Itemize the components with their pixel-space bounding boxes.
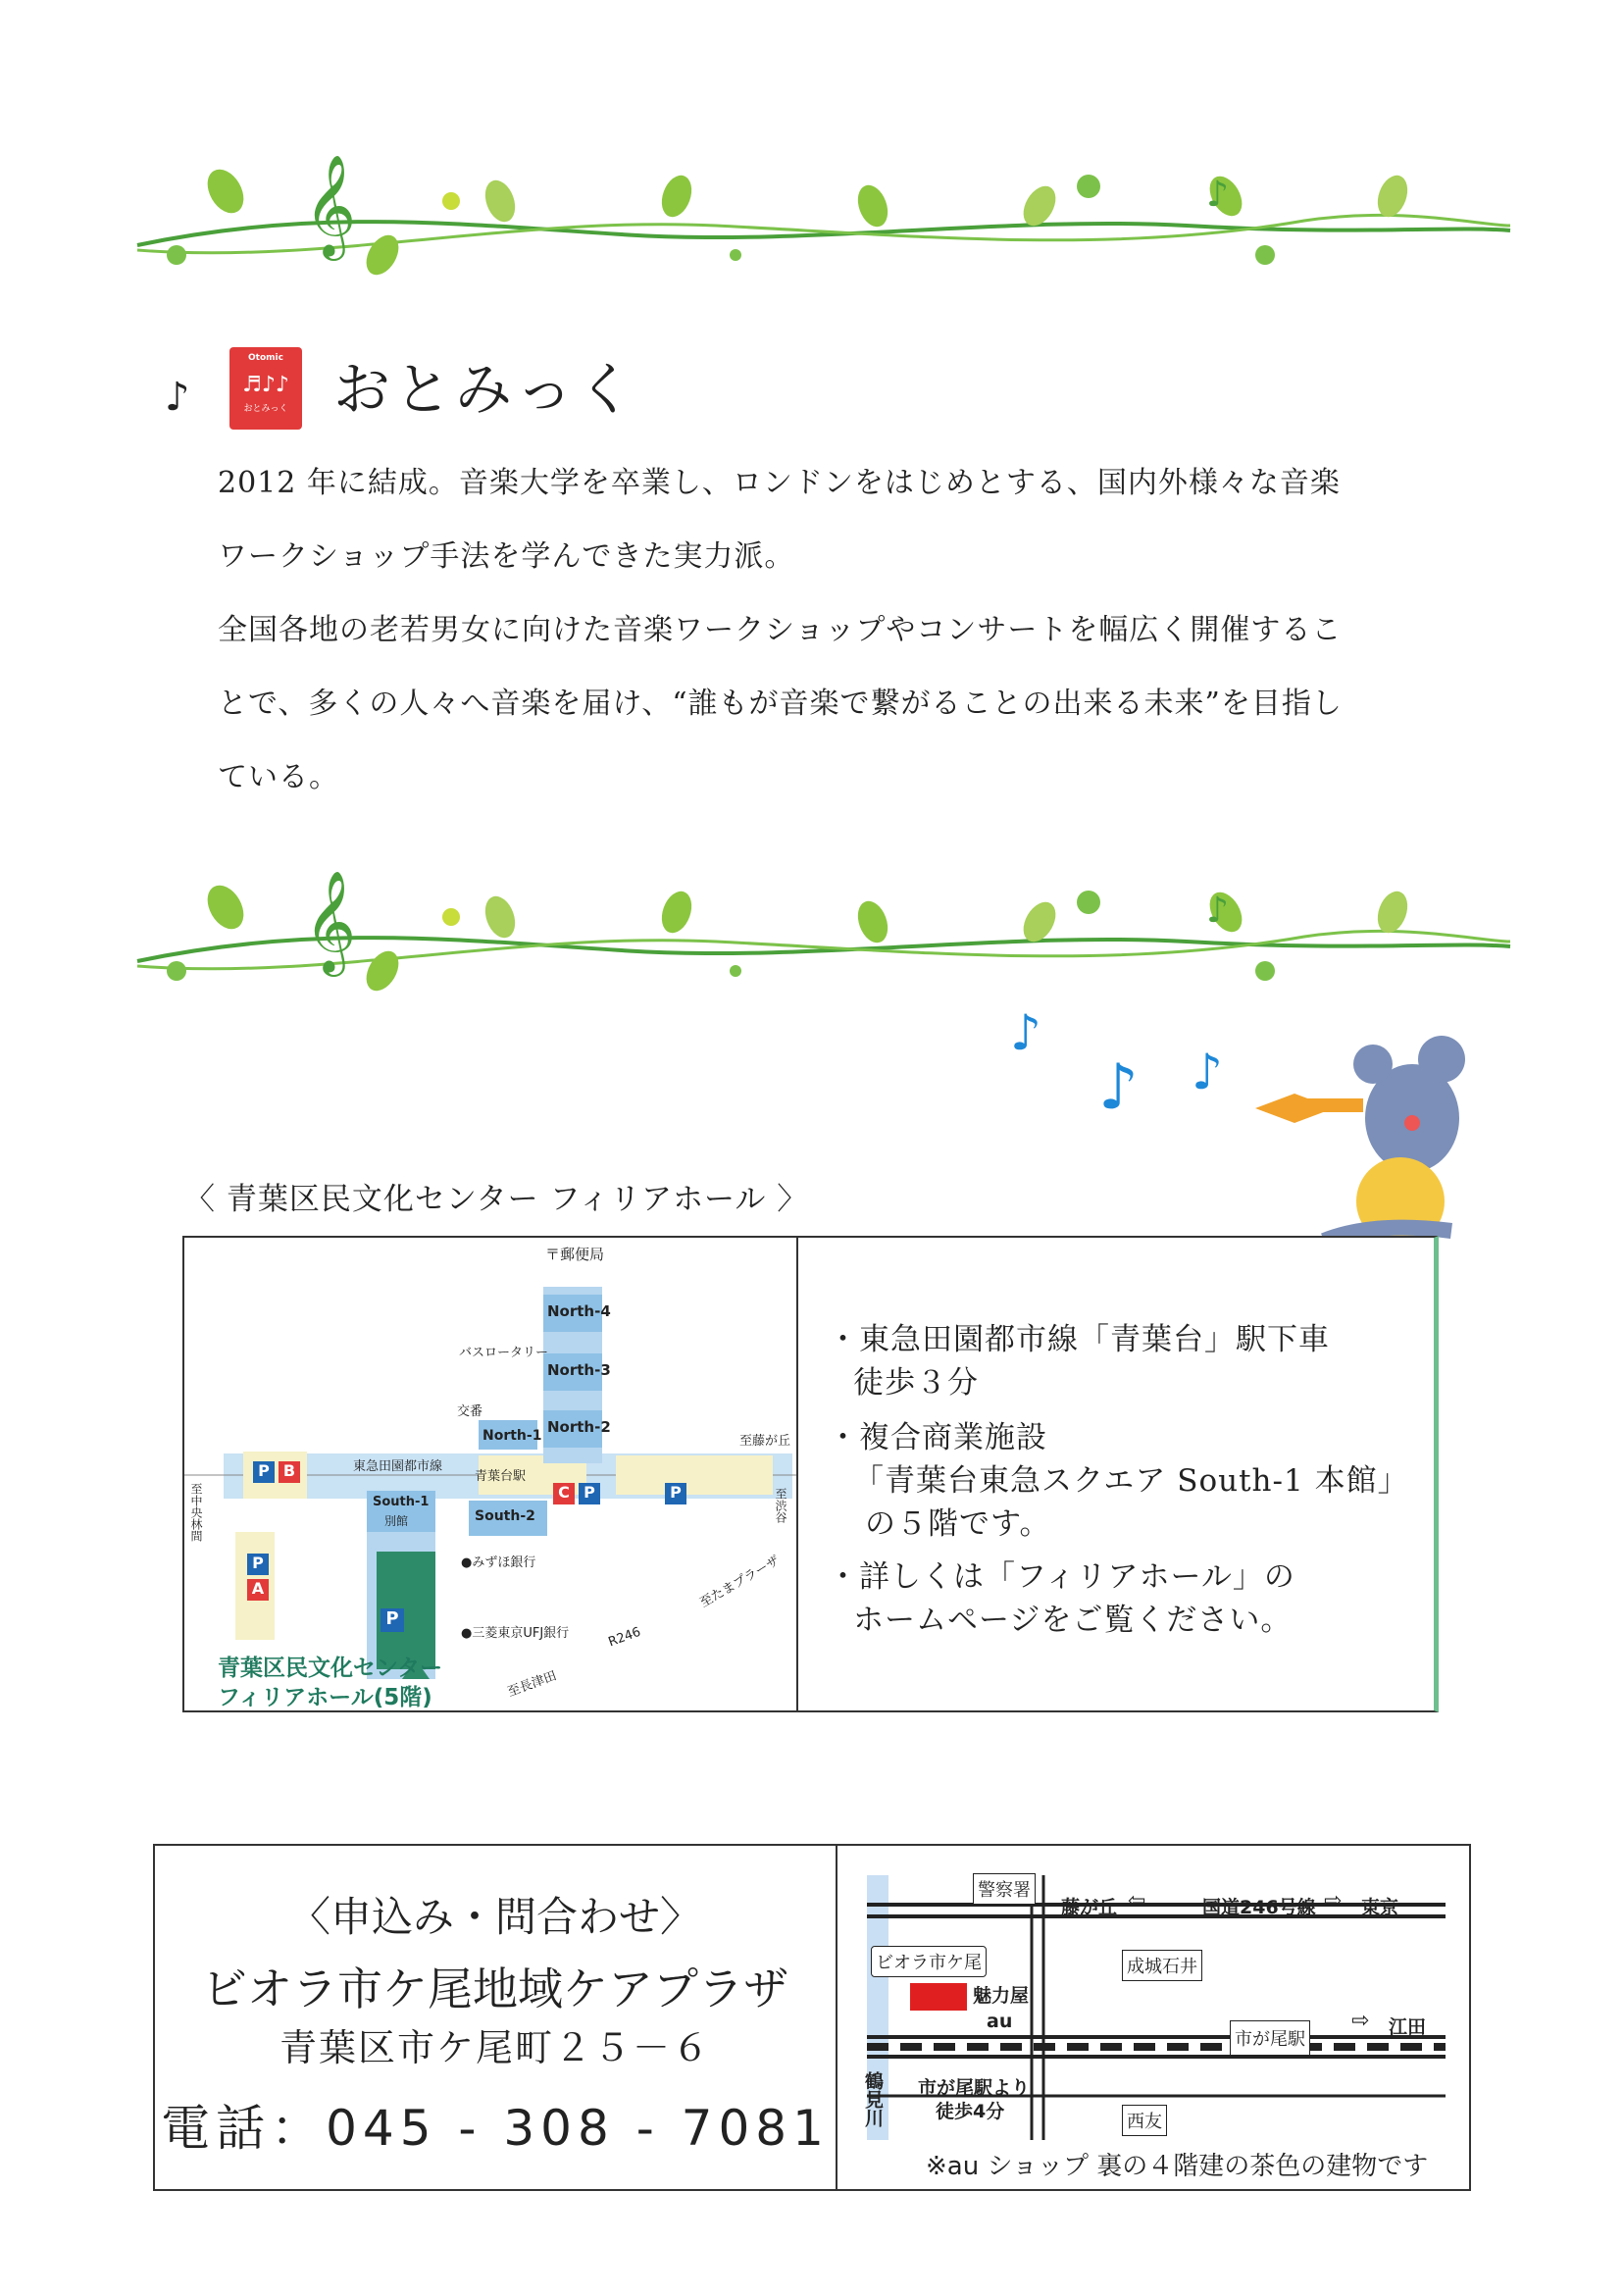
contact-org: ビオラ市ケ尾地域ケアプラザ xyxy=(202,1963,788,2015)
intro-line: とで、多くの人々へ音楽を届け、“誰もが音楽で繋がることの出来る未来”を目指し xyxy=(218,687,1343,721)
arrow-right-icon: ⇨ xyxy=(1324,1889,1343,1913)
contact-box xyxy=(153,1844,1471,2191)
arrow-left-icon: ⇦ xyxy=(1128,1889,1146,1913)
arrow-right-icon: ⇨ xyxy=(1351,2009,1370,2033)
intro-line: 2012 年に結成。音楽大学を卒業し、ロンドンをはじめとする、国内外様々な音楽 xyxy=(218,466,1341,500)
svg-text:♪: ♪ xyxy=(1192,1044,1223,1100)
contact-address: 青葉区市ケ尾町２５－６ xyxy=(279,2026,711,2069)
svg-text:♪: ♪ xyxy=(1098,1051,1139,1124)
svg-text:𝄞: 𝄞 xyxy=(304,154,357,257)
music-note-icon: ♪ xyxy=(165,375,190,420)
svg-text:♪: ♪ xyxy=(1206,175,1229,215)
svg-text:𝄞: 𝄞 xyxy=(304,870,357,973)
svg-text:♪: ♪ xyxy=(1010,1004,1041,1061)
access-map: 警察署 藤が丘 ⇦ 国道246号線 ⇨ 東京 ビオラ市ケ尾 成城石井 魅力屋 au 市が尾駅 ⇨ 江田 鶴見川 市が尾駅より 徒歩4分 西友 ※au ショップ 裏の４階建の茶色の建物です xyxy=(837,1846,1469,2189)
contact-phone: 電話：045 - 308 - 7081 xyxy=(161,2100,830,2157)
access-note: ※au ショップ 裏の４階建の茶色の建物です xyxy=(926,2152,1429,2181)
venue-map: 〒郵便局 North-4 North-3 North-2 North-1 バスロータリー 交番 東急田園都市線 青葉台駅 至藤が丘 至渋谷 至中央林間 South-1 別館 South-2 ●みずほ銀行 ●三菱東京UFJ銀行 至たまプラーザ R246 至長津田 青葉区民文化センター フィリアホール(5階) P B P A C P P P xyxy=(182,1236,800,1712)
vine-decoration-top xyxy=(127,127,1520,304)
group-name: おとみっく xyxy=(333,356,638,423)
intro-line: 全国各地の老若男女に向けた音楽ワークショップやコンサートを幅広く開催するこ xyxy=(218,613,1343,647)
contact-heading: 〈申込み・問合わせ〉 xyxy=(288,1893,701,1941)
venue-caption: 〈 青葉区民文化センター フィリアホール 〉 xyxy=(184,1182,809,1217)
venue-info-panel: ・東急田園都市線「青葉台」駅下車 徒歩３分 ・複合商業施設 「青葉台東急スクエア South-1 本館」 の５階です。 ・詳しくは「フィリアホール」の ホームページをご覧ください。 xyxy=(796,1236,1439,1712)
intro-line: ワークショップ手法を学んできた実力派。 xyxy=(218,539,795,574)
vine-decoration-middle xyxy=(127,843,1520,1020)
svg-text:♪: ♪ xyxy=(1206,891,1229,931)
mouse-trumpet-illustration xyxy=(1000,1000,1471,1255)
otomic-logo: Otomic ♬♪♪ おとみっく xyxy=(229,347,302,430)
intro-line: ている。 xyxy=(218,760,339,794)
